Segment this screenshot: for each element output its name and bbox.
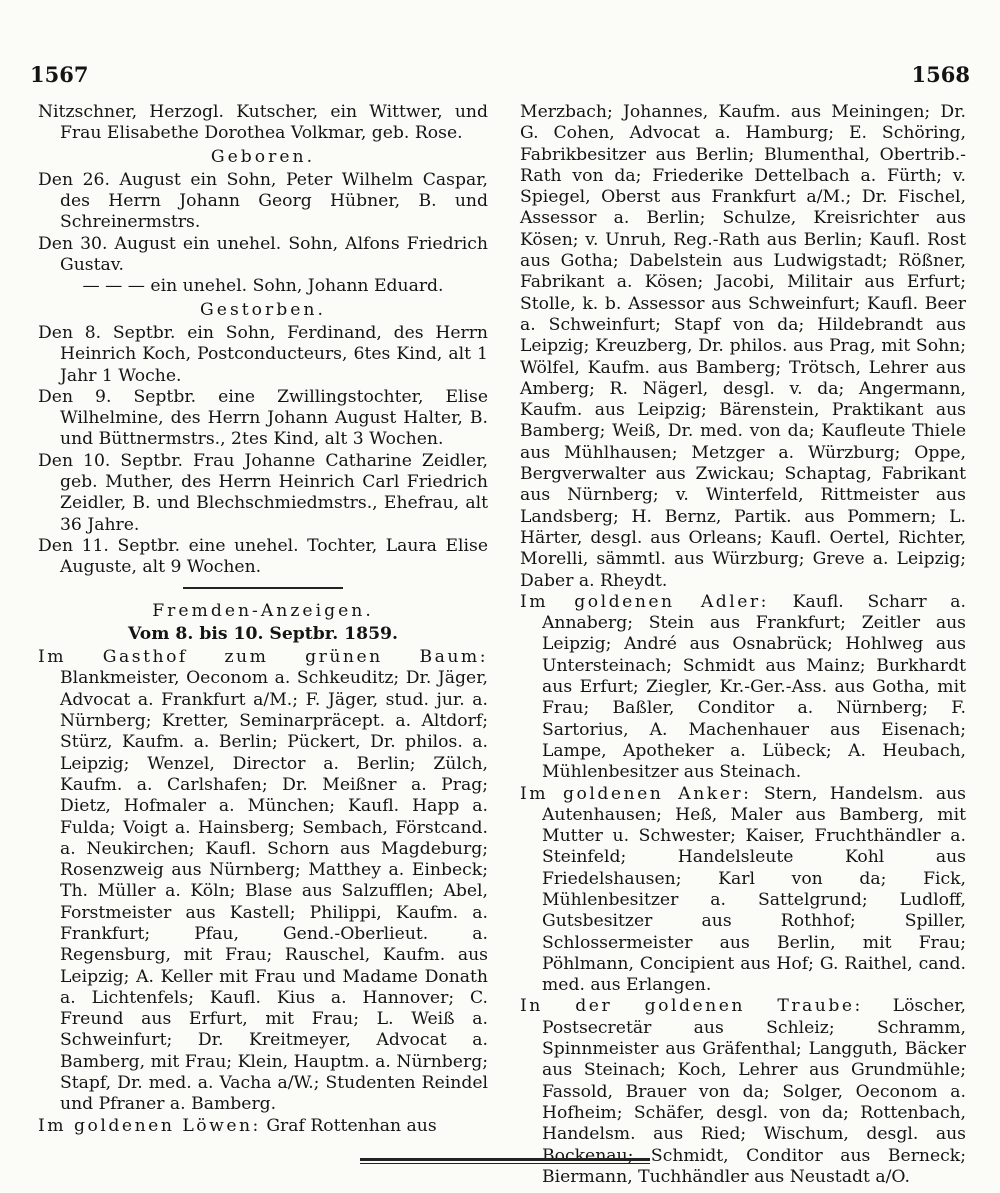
hotel-name: Im goldenen Adler: — [520, 591, 769, 612]
page-number-right: 1568 — [911, 62, 970, 87]
hotel-name: Im Gasthof zum grünen Baum: — [38, 647, 488, 668]
hotel-guests: Kaufl. Scharr a. Annaberg; Stein aus Frankfurt; Zeitler aus Leipzig; André aus Osnabrück; Hohlweg aus Untersteinach; Schmidt aus Mainz; Burkhardt aus Erfurt; Ziegler, Kr.-Ger.-Ass. aus Gotha, mit Frau; Baßler, Conditor a. Nürnberg; F. Sartorius, A. Machenhauer aus Eisenach; Lampe, Apotheker a. Lübeck; A. Heubach, Mühlenbesitzer aus Steinach. — [542, 591, 967, 783]
hotel-entry — [520, 784, 966, 997]
birth-entry: Den 30. August ein unehel. Sohn, Alfons Friedrich Gustav. — [38, 233, 488, 276]
hotel-guests: Löscher, Postsecretär aus Schleiz; Schramm, Spinnmeister aus Gräfenthal; Langguth, Bäcker aus Steinach; Koch, Lehrer aus Grundmühle; Fassold, Brauer von da; Solger, Oeconom a. Hofheim; Schäfer, desgl. von da; Rottenbach, Handelsm. aus Ried; Wischum, desgl. aus Bockenau; Schmidt, Conditor aus Berneck; Biermann, Tuchhändler aus Neustadt a/O. — [542, 996, 967, 1187]
hotel-guests: Graf Rottenhan aus — [266, 1115, 437, 1136]
death-entry: Den 9. Septbr. eine Zwillingstochter, Elise Wilhelmine, des Herrn Johann August Halter, B. und Büttnermstrs., 2tes Kind, alt 3 Wochen. — [38, 386, 488, 450]
death-entry: Den 10. Septbr. Frau Johanne Catharine Zeidler, geb. Muther, des Herrn Heinrich Carl Friedrich Zeidler, B. und Blechschmiedmstrs., Ehefrau, alt 36 Jahre. — [38, 450, 488, 535]
left-column — [38, 102, 488, 1137]
section-divider — [183, 587, 343, 589]
bottom-rule — [360, 1158, 650, 1164]
hotel-guests: Blankmeister, Oeconom a. Schkeuditz; Dr. Jäger, Advocat a. Frankfurt a/M.; F. Jäger, stud. jur. a. Nürnberg; Kretter, Seminarpräcept. a. Altdorf; Stürz, Kaufm. a. Berlin; Pückert, Dr. philos. a. Leipzig; Wenzel, Director a. Berlin; Zülch, Kaufm. a. Carlshafen; Dr. Meißner a. Prag; Dietz, Hofmaler a. München; Kaufl. Happ a. Fulda; Voigt a. Hainsberg; Sembach, Förstcand. a. Neukirchen; Kaufl. Schorn aus Magdeburg; Rosenzweig aus Nürnberg; Matthey a. Einbeck; Th. Müller a. Köln; Blase aus Salzufflen; Abel, Forstmeister aus Kastell; Philippi, Kaufm. a. Frankfurt; Pfau, Gend.-Oberlieut. a. Regensburg, mit Frau; Rauschel, Kaufm. aus Leipzig; A. Keller mit Frau und Madame Donath a. Lichtenfels; Kaufl. Kius a. Hannover; C. Freund aus Erfurt, mit Frau; L. Weiß a. Schweinfurt; Dr. Kreitmeyer, Advocat a. Bamberg, mit Frau; Klein, Hauptm. a. Nürnberg; Stapf, Dr. med. a. Vacha a/W.; Studenten Reindel und Pfraner a. Bamberg. — [60, 668, 488, 1115]
birth-entry: Den 26. August ein Sohn, Peter Wilhelm Caspar, des Herrn Johann Georg Hübner, B. und Schreinermstrs. — [38, 169, 488, 233]
right-column — [520, 102, 966, 1188]
fremden-dates: Vom 8. bis 10. Septbr. 1859. — [128, 623, 398, 644]
deaths-heading: Gestorben. — [200, 299, 326, 320]
death-entry: Den 11. Septbr. eine unehel. Tochter, Laura Elise Auguste, alt 9 Wochen. — [38, 535, 488, 578]
marriage-entry: Nitzschner, Herzogl. Kutscher, ein Wittwer, und Frau Elisabethe Dorothea Volkmar, geb. Rose. — [38, 102, 488, 144]
hotel-name: Im goldenen Löwen: — [38, 1115, 261, 1136]
hotel-entry — [38, 1116, 488, 1137]
hotel-name: Im goldenen Anker: — [520, 783, 752, 804]
hotel-entry — [520, 592, 966, 784]
hotel-guests: Stern, Handelsm. aus Autenhausen; Heß, Maler aus Bamberg, mit Mutter u. Schwester; Kaiser, Fruchthändler a. Steinfeld; Handelsleute Kohl aus Friedelshausen; Karl von da; Fick, Mühlenbesitzer a. Sattelgrund; Ludloff, Gutsbesitzer aus Rothhof; Spiller, Schlossermeister aus Berlin, mit Frau; Pöhlmann, Concipient aus Hof; G. Raithel, cand. med. aus Erlangen. — [542, 783, 967, 996]
hotel-name: In der goldenen Traube: — [520, 996, 863, 1017]
births-heading: Geboren. — [210, 146, 316, 167]
fremden-heading: Fremden-Anzeigen. — [152, 600, 374, 621]
page-number-left: 1567 — [30, 62, 89, 87]
birth-entry: — — — ein unehel. Sohn, Johann Eduard. — [82, 276, 444, 297]
continuation-text: Merzbach; Johannes, Kaufm. aus Meiningen; Dr. G. Cohen, Advocat a. Hamburg; E. Schöring, Fabrikbesitzer aus Berlin; Blumenthal, Obertrib.-Rath von da; Friederike Dettelbach a. Fürth; v. Spiegel, Oberst aus Frankfurt a/M.; Dr. Fischel, Assessor a. Berlin; Schulze, Kreisrichter aus Kösen; v. Unruh, Reg.-Rath aus Berlin; Kaufl. Rost aus Gotha; Dabelstein aus Ludwigstadt; Rößner, Fabrikant a. Kösen; Jacobi, Militair aus Erfurt; Stolle, k. b. Assessor aus Schweinfurt; Kaufl. Beer a. Schweinfurt; Stapf von da; Hildebrandt aus Leipzig; Kreuzberg, Dr. philos. aus Prag, mit Sohn; Wölfel, Kaufm. aus Bamberg; Trötsch, Lehrer aus Amberg; R. Nägerl, desgl. v. da; Angermann, Kaufm. aus Leipzig; Bärenstein, Praktikant aus Bamberg; Weiß, Dr. med. von da; Kaufleute Thiele aus Mühlhausen; Metzger a. Würzburg; Oppe, Bergverwalter aus Zwickau; Schaptag, Fabrikant aus Nürnberg; v. Winterfeld, Rittmeister aus Landsberg; H. Bernz, Partik. aus Pommern; L. Härter, desgl. aus Orleans; Kaufl. Oertel, Richter, Morelli, sämmtl. aus Würzburg; Greve a. Leipzig; Daber a. Rheydt. — [520, 102, 966, 591]
hotel-entry — [38, 647, 488, 1116]
death-entry: Den 8. Septbr. ein Sohn, Ferdinand, des Herrn Heinrich Koch, Postconducteurs, 6tes Kind, alt 1 Jahr 1 Woche. — [38, 322, 488, 386]
